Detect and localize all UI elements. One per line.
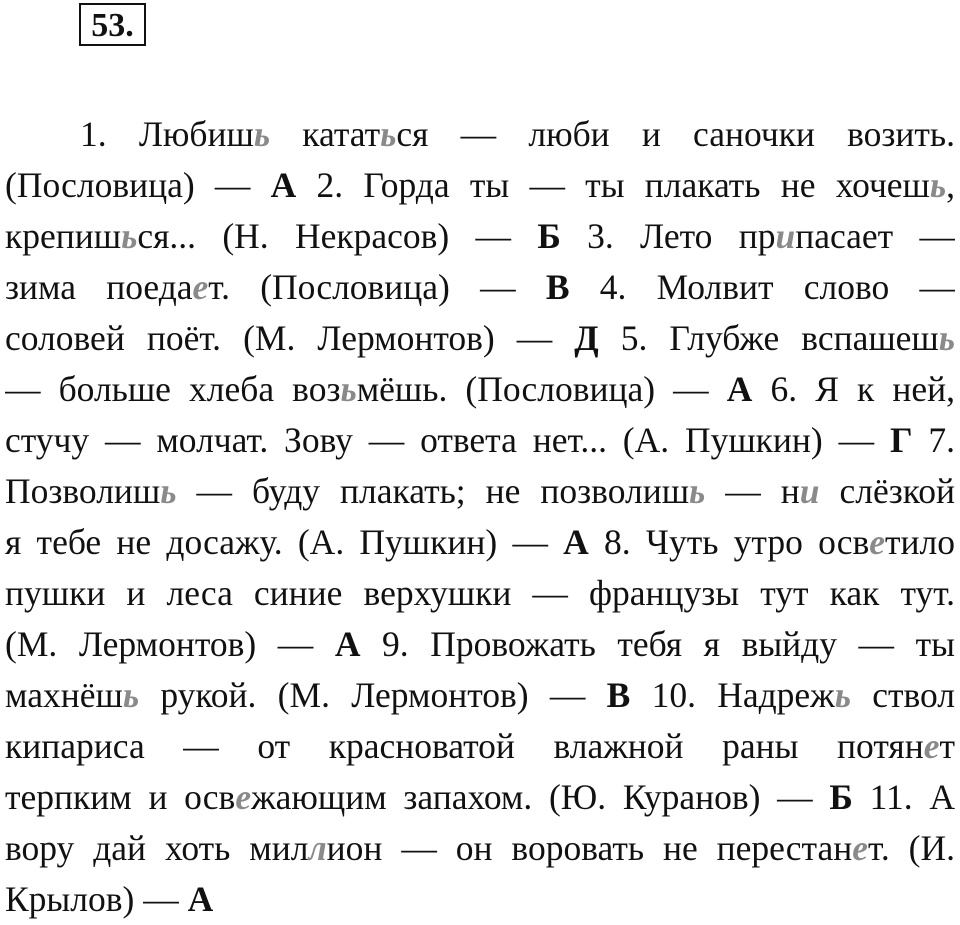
text-line [5, 109, 955, 160]
highlighted-letter: ь [380, 114, 397, 154]
highlighted-letter: е [235, 777, 252, 817]
text-segment: стучу — молчат. Зову — ответа нет... (А. Пушкин) — [5, 420, 890, 460]
exercise-text [5, 109, 955, 925]
exercise-number: 53. [79, 3, 146, 46]
text-segment: т [939, 726, 955, 766]
text-line [5, 466, 955, 517]
text-segment: Позволиш [5, 471, 161, 511]
text-segment: катат [270, 114, 381, 154]
text-segment: т. (Пословица) — [208, 267, 546, 307]
text-segment: зима поеда [5, 267, 193, 307]
text-segment: 9. Провожать тебя я выйду — ты [360, 624, 955, 664]
answer-letter: Д [574, 318, 599, 358]
text-segment: кипариса — от красноватой влажной раны потян [5, 726, 924, 766]
text-segment: — буду плакать; не позволиш [176, 471, 690, 511]
answer-letter: В [606, 675, 631, 715]
highlighted-letter: ь [122, 675, 140, 715]
highlighted-letter: ь [340, 369, 357, 409]
answer-letter: Б [829, 777, 853, 817]
answer-letter: А [563, 522, 589, 562]
text-segment: 4. Молвит слово — [569, 267, 955, 307]
text-segment: слёзкой [819, 471, 955, 511]
text-segment: — н [705, 471, 800, 511]
text-segment: крепиш [5, 216, 122, 256]
text-segment: ся — люби и саночки возить. [396, 114, 955, 154]
answer-letter: В [545, 267, 570, 307]
text-line [5, 160, 955, 211]
text-segment: (М. Лермонтов) — [5, 624, 335, 664]
text-line [5, 415, 955, 466]
highlighted-letter: ь [160, 471, 177, 511]
answer-letter: А [726, 369, 753, 409]
highlighted-letter: и [775, 216, 796, 256]
highlighted-letter: ь [689, 471, 706, 511]
answer-letter: Б [537, 216, 561, 256]
text-segment: ствол [850, 675, 955, 715]
text-segment: тило [885, 522, 955, 562]
text-segment: 11. А [852, 777, 955, 817]
text-segment: я тебе не досажу. (А. Пушкин) — [5, 522, 564, 562]
text-segment: пасает — [795, 216, 955, 256]
text-segment: вору дай хоть мил [5, 828, 309, 868]
highlighted-letter: е [869, 522, 885, 562]
highlighted-letter: ь [929, 165, 947, 205]
text-line [5, 364, 955, 415]
text-segment: 6. Я к ней, [752, 369, 955, 409]
text-line [5, 568, 955, 619]
text-segment: 5. Глубже вспашеш [598, 318, 939, 358]
highlighted-letter: л [308, 828, 327, 868]
text-segment: 7. [912, 420, 955, 460]
text-segment: мёшь. (Пословица) — [356, 369, 727, 409]
text-segment: 3. Лето пр [560, 216, 776, 256]
text-segment: ся... (Н. Некрасов) — [137, 216, 538, 256]
text-segment: 2. Горда ты — ты плакать не хочеш [296, 165, 930, 205]
text-segment: Крылов) — [5, 879, 188, 919]
text-line [5, 262, 955, 313]
text-segment: пушки и леса синие верхушки — французы тут как тут. [5, 573, 955, 613]
highlighted-letter: ь [938, 318, 955, 358]
text-segment: ион — он воровать не перестан [326, 828, 853, 868]
text-line [5, 721, 955, 772]
text-line [5, 619, 955, 670]
highlighted-letter: ь [253, 114, 271, 154]
text-line [5, 211, 955, 262]
text-segment: 8. Чуть утро осв [588, 522, 870, 562]
highlighted-letter: е [923, 726, 940, 766]
text-segment: , [946, 165, 955, 205]
text-segment: (Пословица) — [5, 165, 271, 205]
text-segment: рукой. (М. Лермонтов) — [139, 675, 607, 715]
text-segment: жающим запахом. (Ю. Куранов) — [251, 777, 830, 817]
answer-letter: А [334, 624, 361, 664]
text-line [5, 874, 955, 925]
highlighted-letter: е [852, 828, 869, 868]
highlighted-letter: ь [834, 675, 851, 715]
answer-letter: А [187, 879, 214, 919]
text-line [5, 313, 955, 364]
text-segment: 1. Любиш [80, 114, 254, 154]
text-segment: — больше хлеба воз [5, 369, 341, 409]
answer-letter: А [270, 165, 297, 205]
text-segment: т. (И. [868, 828, 955, 868]
text-line [5, 772, 955, 823]
text-line [5, 670, 955, 721]
answer-letter: Г [889, 420, 913, 460]
highlighted-letter: и [799, 471, 820, 511]
text-segment: махнёш [5, 675, 123, 715]
highlighted-letter: е [192, 267, 209, 307]
text-segment: 10. Надреж [630, 675, 835, 715]
text-line [5, 823, 955, 874]
text-segment: терпким и осв [5, 777, 236, 817]
text-segment: соловей поёт. (М. Лермонтов) — [5, 318, 575, 358]
highlighted-letter: ь [121, 216, 138, 256]
text-line [5, 517, 955, 568]
